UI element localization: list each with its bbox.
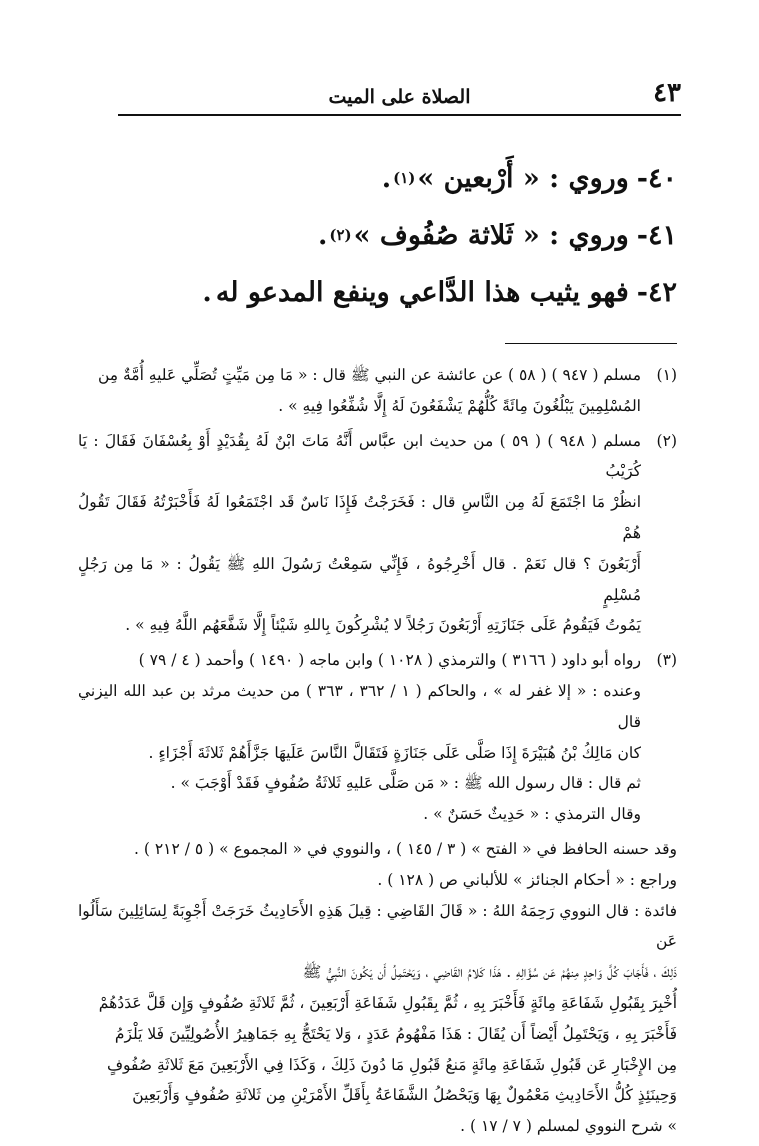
item-number: ٤٢- bbox=[636, 276, 677, 308]
item-40 bbox=[120, 150, 677, 207]
item-text: وروي : « ثَلاثة صُفُوف » bbox=[353, 219, 629, 251]
footnote-line: أَرْبَعُونَ ؟ قال نَعَمْ . قال أَخْرِجُوهُ ، فَإِنِّي سَمِعْتُ رَسُولَ اللهِ ﷺ يَقُولُ : « مَا مِن رَجُلٍ مُسْلِمٍ bbox=[78, 554, 641, 604]
footnote-line: مِن الإِخْبَارِ عَن قَبُولِ شَفَاعَةِ مِائَةٍ مَنعُ قَبُولِ مَا دُونَ ذَلِكَ ، وَكَذَا فِي الأَرْبَعِينَ مَعَ ثَلاثَةِ صُفُوفٍ bbox=[106, 1055, 677, 1074]
footnote-mark: (٣) bbox=[656, 651, 677, 670]
footnote-line: » شرح النووي لمسلم ( ٧ / ١٧ ) . bbox=[460, 1117, 677, 1136]
item-end: . bbox=[317, 219, 328, 251]
footnote-1 bbox=[78, 360, 677, 422]
numbered-items bbox=[120, 150, 677, 321]
header-rule bbox=[118, 114, 681, 116]
footnote-mark: (٢) bbox=[656, 431, 677, 450]
item-text: وروي : « أَرْبعين » bbox=[417, 162, 629, 194]
footnote-continuation bbox=[78, 834, 677, 1142]
footnote-line: فائدة : قال النووي رَحِمَهُ اللهُ : « قَالَ القَاضِي : قِيلَ هَذِهِ الأَحَادِيثُ خَرَجَتْ أَجْوِبَةً لِسَائِلِينَ سَأَلُوا عَن bbox=[78, 901, 677, 951]
page-number: ٤٣ bbox=[653, 78, 681, 108]
footnotes bbox=[78, 360, 677, 1146]
footnote-line: انظُرْ مَا اجْتَمَعَ لَهُ مِن النَّاسِ قال : فَخَرَجْتُ فَإِذَا نَاسٌ قَد اجْتَمَعُوا لَهُ فَأَخْبَرْتُهُ فَقَالَ تَقُولُ هُمْ bbox=[78, 493, 641, 542]
footnote-line: كان مَالِكُ بْنُ هُبَيْرَةَ إِذَا صَلَّى عَلَى جَنَازَةٍ فَتَقَالَّ النَّاسَ عَلَيهَا جَزَّأَهُمْ ثَلاثَةَ أَجْزَاءٍ . bbox=[148, 743, 641, 762]
footnote-line: يَمُوتُ فَيَقُومُ عَلَى جَنَازَتِهِ أَرْبَعُونَ رَجُلاً لا يُشْرِكُونَ بِاللهِ شَيْئاً إِلَّا شَفَّعَهُم اللَّهُ فِيهِ » . bbox=[125, 616, 641, 635]
footnote-ref: (١) bbox=[393, 168, 416, 187]
footnote-line: أُخْبِرَ بِقَبُولِ شَفَاعَةِ مِائَةٍ فَأَخْبَرَ بِهِ ، ثُمَّ بِقَبُولِ شَفَاعَةِ أَرْبَعِينَ ، ثُمَّ ثَلاثَةِ صُفُوفٍ وَإِن قَلَّ عَدَدُهُمْ bbox=[98, 993, 677, 1012]
running-title: الصلاة على الميت bbox=[328, 86, 471, 108]
item-text: فهو يثيب هذا الدَّاعي وينفع المدعو له bbox=[215, 276, 629, 308]
footnote-mark: (١) bbox=[656, 366, 677, 384]
item-end: . bbox=[202, 276, 212, 308]
footnote-line: وقد حسنه الحافظ في « الفتح » ( ٣ / ١٤٥ ) ، والنووي في « المجموع » ( ٥ / ٢١٢ ) . bbox=[134, 839, 677, 858]
item-42 bbox=[120, 264, 677, 321]
item-number: ٤٠- bbox=[636, 162, 677, 194]
item-number: ٤١- bbox=[636, 219, 677, 251]
footnote-line: وعنده : « إلا غفر له » ، والحاكم ( ١ / ٣٦٢ ، ٣٦٣ ) من حديث مرثد بن عبد الله اليزني قال bbox=[78, 681, 642, 731]
footnote-line: ذَلِكَ ، فَأَجَابَ كُلَّ وَاحِدٍ مِنهُمْ عَن سُؤَالِهِ . هَذَا كَلامُ القَاضِي ، وَيَحْتَمِلُ أَن يَكُونَ النَّبِيُّ ﷺ bbox=[302, 963, 677, 982]
footnote-line: وراجع : « أحكام الجنائز » للألباني ص ( ١٢٨ ) . bbox=[377, 870, 677, 889]
item-end: . bbox=[381, 162, 392, 194]
item-41 bbox=[120, 207, 677, 264]
page-header bbox=[118, 78, 681, 116]
footnote-line: مسلم ( ٩٤٧ ) ( ٥٨ ) عن عائشة عن النبي ﷺ قال : « مَا مِن مَيِّتٍ تُصَلِّي عَليهِ أُمَّةٌ مِن bbox=[97, 366, 641, 384]
footnote-line: رواه أبو داود ( ٣١٦٦ ) والترمذي ( ١٠٢٨ ) وابن ماجه ( ١٤٩٠ ) وأحمد ( ٤ / ٧٩ ) bbox=[138, 651, 641, 670]
footnote-2 bbox=[78, 426, 677, 642]
footnote-separator bbox=[505, 343, 677, 344]
footnote-line: وقال الترمذي : « حَدِيثٌ حَسَنٌ » . bbox=[423, 805, 641, 824]
footnote-line: وَحِينَئِذٍ كُلُّ الأَحَادِيثِ مَعْمُولٌ بِهَا وَيَحْصُلُ الشَّفَاعَةُ بِأَقَلِّ الأَمْرَيْنِ مِن ثَلاثَةِ صُفُوفٍ وَأَرْبَعِينَ bbox=[132, 1086, 677, 1105]
footnote-line: ثم قال : قال رسول الله ﷺ : « مَن صَلَّى عَليهِ ثَلاثَةُ صُفُوفٍ فَقَدْ أَوْجَبَ » . bbox=[170, 774, 641, 793]
footnote-3 bbox=[78, 645, 677, 830]
footnote-line: فَأَخْبَرَ بِهِ ، وَيَحْتَمِلُ أَيْضاً أَن يُقَالَ : هَذَا مَفْهُومُ عَدَدٍ ، وَلا يَحْتَجُّ بِهِ جَمَاهِيرُ الأُصُولِيِّينَ فَلا يَلْزَمُ bbox=[114, 1024, 677, 1043]
footnote-line: المُسْلِمِينَ يَبْلُغُونَ مِائَةً كُلُّهُمْ يَشْفَعُونَ لَهُ إِلَّا شُفِّعُوا فِيهِ » . bbox=[278, 396, 641, 415]
footnote-ref: (٢) bbox=[329, 225, 352, 244]
footnote-line: مسلم ( ٩٤٨ ) ( ٥٩ ) من حديث ابن عبَّاس أَنَّهُ مَاتَ ابْنٌ لَهُ بِقُدَيْدٍ أَوْ بِعُسْفَانَ فَقَالَ : يَا كُرَيْبُ bbox=[78, 431, 641, 481]
